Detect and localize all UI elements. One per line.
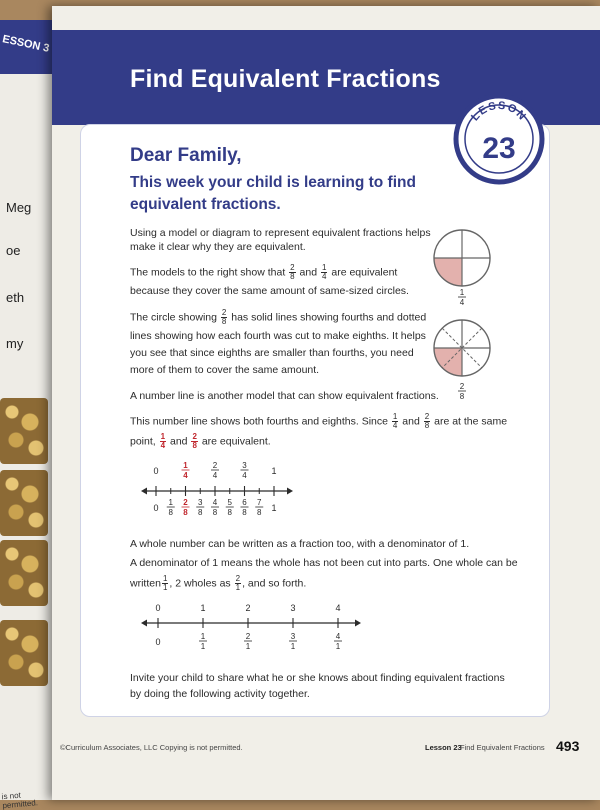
badge-number: 23	[482, 132, 516, 165]
denominator: 1	[162, 583, 168, 592]
previous-page-edge	[0, 20, 55, 810]
tick-label-numerator: 2	[183, 498, 188, 507]
tick-label-denominator: 8	[212, 508, 218, 517]
text: written	[130, 577, 161, 590]
paragraph-line: more of them to cover the same amount.	[130, 364, 320, 376]
tick-label-denominator: 8	[168, 508, 173, 517]
granola-bar-image	[0, 398, 48, 464]
arrow-left-icon	[141, 620, 147, 627]
greeting: Dear Family,	[130, 145, 242, 166]
tick-label-numerator: 2	[212, 461, 218, 470]
paragraph-line: by doing the following activity together.	[130, 688, 310, 700]
tick-label-numerator: 1	[183, 461, 188, 470]
tick-label-numerator: 7	[257, 498, 262, 507]
tick-label-numerator: 3	[242, 461, 247, 470]
paragraph-line: A whole number can be written as a fraction too, with a denominator of 1.	[130, 538, 470, 550]
arrow-left-icon	[141, 488, 147, 495]
tick-label: 1	[271, 503, 277, 513]
text: , 2 wholes as	[169, 577, 231, 590]
numerator: 2	[290, 263, 295, 272]
previous-page-word: oe	[6, 243, 21, 258]
denominator: 8	[290, 272, 295, 281]
tick-label-numerator: 3	[198, 498, 203, 507]
paragraph-line: make it clear why they are equivalent.	[130, 241, 306, 253]
tick-label-denominator: 4	[242, 471, 247, 480]
fraction-one-fourth	[321, 264, 327, 281]
text: are equivalent.	[201, 435, 271, 448]
tick-label-denominator: 8	[227, 508, 232, 517]
arrow-right-icon	[287, 488, 293, 495]
tick-label-denominator: 8	[183, 508, 188, 517]
text: The models to the right show that	[130, 266, 286, 279]
text: are equivalent	[331, 266, 398, 279]
paragraph-line	[130, 309, 426, 326]
text: , and so forth.	[242, 577, 307, 590]
footer-lesson-title: Find Equivalent Fractions	[460, 743, 545, 752]
previous-lesson-tab-label: ESSON 3	[1, 33, 51, 55]
page-title: Find Equivalent Fractions	[130, 65, 441, 93]
paragraph-line: Invite your child to share what he or she knows about finding equivalent fractions	[130, 672, 505, 684]
caption-numerator: 2	[459, 382, 465, 391]
fraction-one-first	[162, 575, 168, 592]
tick-label-numerator: 6	[242, 498, 247, 507]
text: and	[402, 415, 420, 428]
paragraph-line: A number line is another model that can show equivalent fractions.	[130, 390, 439, 402]
paragraph-line	[130, 413, 507, 430]
tick-label: 1	[271, 466, 277, 476]
tick-label-denominator: 1	[200, 642, 206, 651]
tick-label-denominator: 1	[290, 642, 296, 651]
denominator: 4	[160, 441, 166, 450]
caption-denominator: 4	[459, 298, 465, 307]
tick-label: 4	[335, 603, 341, 613]
numerator: 1	[160, 432, 166, 441]
tick-label-denominator: 1	[245, 642, 251, 651]
numerator: 2	[424, 412, 430, 421]
number-line-fourths-eighths	[140, 455, 300, 527]
text: and	[169, 435, 188, 448]
tick-label: 0	[153, 466, 159, 476]
lesson-badge	[452, 92, 546, 186]
tick-label-denominator: 8	[198, 508, 203, 517]
paragraph-line: A denominator of 1 means the whole has not been cut into parts. One whole can be	[130, 557, 518, 569]
fraction-one-fourth-highlighted	[160, 433, 166, 450]
text: and	[299, 266, 318, 279]
copyright-notice: ©Curriculum Associates, LLC Copying is not permitted.	[60, 743, 243, 752]
fraction-two-eighths-highlighted	[191, 433, 197, 450]
paragraph-line	[130, 433, 271, 450]
previous-page-word: my	[6, 336, 24, 351]
numerator: 2	[235, 574, 241, 583]
denominator: 8	[192, 441, 197, 450]
paragraph-line	[130, 264, 397, 281]
text: has solid lines showing fourths and dotted	[231, 311, 427, 324]
tick-label: 2	[245, 603, 251, 613]
numerator: 2	[192, 432, 197, 441]
tick-label: 0	[153, 503, 159, 513]
tick-label-denominator: 8	[242, 508, 247, 517]
denominator: 4	[322, 272, 327, 281]
paragraph-line: you see that since eighths are smaller than fourths, you need	[130, 347, 414, 359]
denominator: 8	[424, 421, 430, 430]
tick-label-numerator: 2	[245, 632, 251, 641]
paragraph-line: Using a model or diagram to represent equivalent fractions helps	[130, 227, 431, 239]
paragraph-line	[130, 575, 306, 592]
text: The circle showing	[130, 311, 217, 324]
fraction-one-fourth	[392, 413, 398, 430]
tick-label: 1	[200, 603, 206, 613]
tick-label-numerator: 5	[227, 498, 232, 507]
fraction-two-first	[235, 575, 241, 592]
denominator: 1	[235, 583, 241, 592]
fraction-two-eighths	[289, 264, 295, 281]
previous-page-word: eth	[6, 290, 25, 305]
fraction-two-eighths	[424, 413, 430, 430]
paragraph-line: because they cover the same amount of same-sized circles.	[130, 285, 409, 297]
tick-label-numerator: 1	[168, 498, 173, 507]
granola-bar-image	[0, 620, 48, 686]
tick-label-denominator: 4	[183, 471, 188, 480]
circle-model-fourths	[430, 224, 494, 306]
headline-line: This week your child is learning to find	[130, 174, 416, 191]
tick-label-numerator: 3	[290, 632, 296, 641]
caption-numerator: 1	[459, 288, 465, 297]
headline-line: equivalent fractions.	[130, 196, 281, 213]
numerator: 1	[322, 263, 327, 272]
number-line-wholes	[140, 596, 370, 658]
denominator: 8	[221, 317, 227, 326]
tick-label: 0	[155, 603, 161, 613]
footer-lesson: Lesson 23	[425, 743, 462, 752]
text: This number line shows both fourths and eighths. Since	[130, 415, 388, 428]
previous-page-word: Meg	[6, 200, 32, 215]
paragraph-line: lines showing how each fourth was cut to make eighths. It helps	[130, 330, 426, 342]
badge-label: LESSON	[469, 99, 529, 124]
previous-page-footer: is not permitted.	[1, 790, 39, 810]
caption-denominator: 8	[459, 392, 465, 401]
tick-label-denominator: 4	[212, 471, 218, 480]
denominator: 4	[392, 421, 398, 430]
granola-bar-image	[0, 540, 48, 606]
previous-lesson-tab	[0, 20, 55, 74]
granola-bar-image	[0, 470, 48, 536]
tick-label: 0	[155, 637, 161, 647]
numerator: 2	[221, 308, 227, 317]
arrow-right-icon	[355, 620, 361, 627]
numerator: 1	[392, 412, 398, 421]
page-number: 493	[556, 738, 580, 754]
tick-label-numerator: 1	[200, 632, 206, 641]
tick-label: 3	[290, 603, 296, 613]
text: are at the same	[434, 415, 508, 428]
fraction-two-eighths	[221, 309, 227, 326]
numerator: 1	[162, 574, 168, 583]
tick-label-numerator: 4	[335, 632, 341, 641]
text: point,	[130, 435, 156, 448]
tick-label-numerator: 4	[212, 498, 218, 507]
tick-label-denominator: 8	[257, 508, 262, 517]
tick-label-denominator: 1	[335, 642, 341, 651]
circle-model-eighths	[430, 314, 494, 400]
